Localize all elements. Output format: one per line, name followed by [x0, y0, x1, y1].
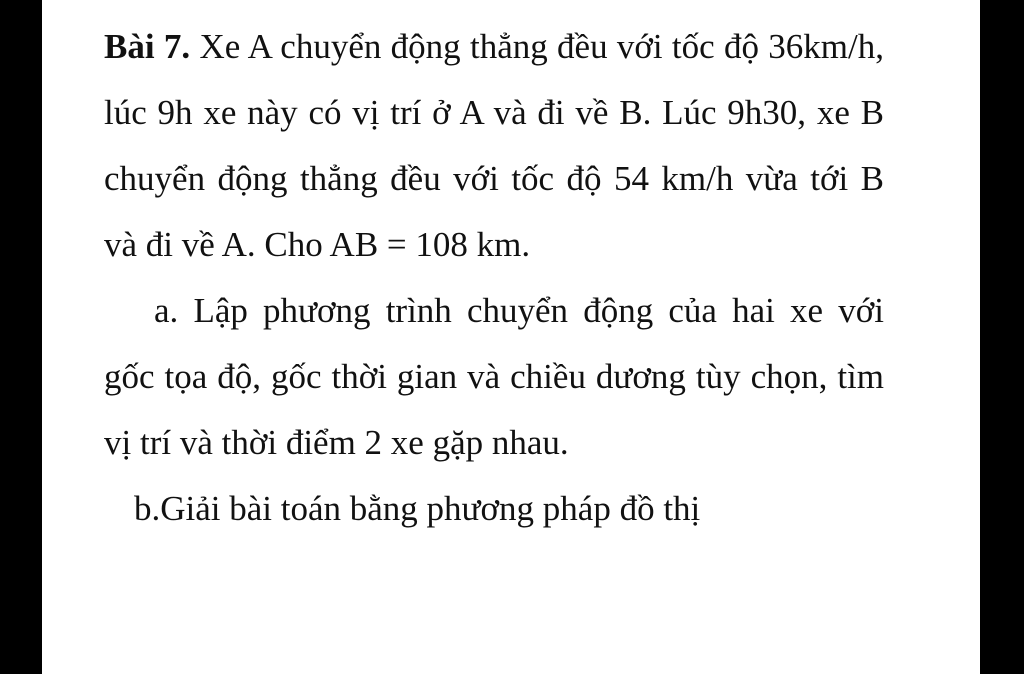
problem-intro	[104, 14, 884, 278]
problem-label: Bài 7.	[104, 27, 191, 66]
problem-text	[104, 14, 884, 542]
document-page	[42, 0, 980, 674]
problem-intro-text: Xe A chuyển động thẳng đều với tốc độ 36km/h, lúc 9h xe này có vị trí ở A và đi về B. Lúc 9h30, xe B chuyển động thẳng đều với tốc độ 54 km/h vừa tới B và đi về A. Cho AB = 108 km.	[104, 27, 884, 264]
problem-part-b: b.Giải bài toán bằng phương pháp đồ thị	[134, 489, 701, 528]
problem-part-a: a. Lập phương trình chuyển động của hai xe với gốc tọa độ, gốc thời gian và chiều dương tùy chọn, tìm vị trí và thời điểm 2 xe gặp nhau.	[104, 291, 884, 462]
